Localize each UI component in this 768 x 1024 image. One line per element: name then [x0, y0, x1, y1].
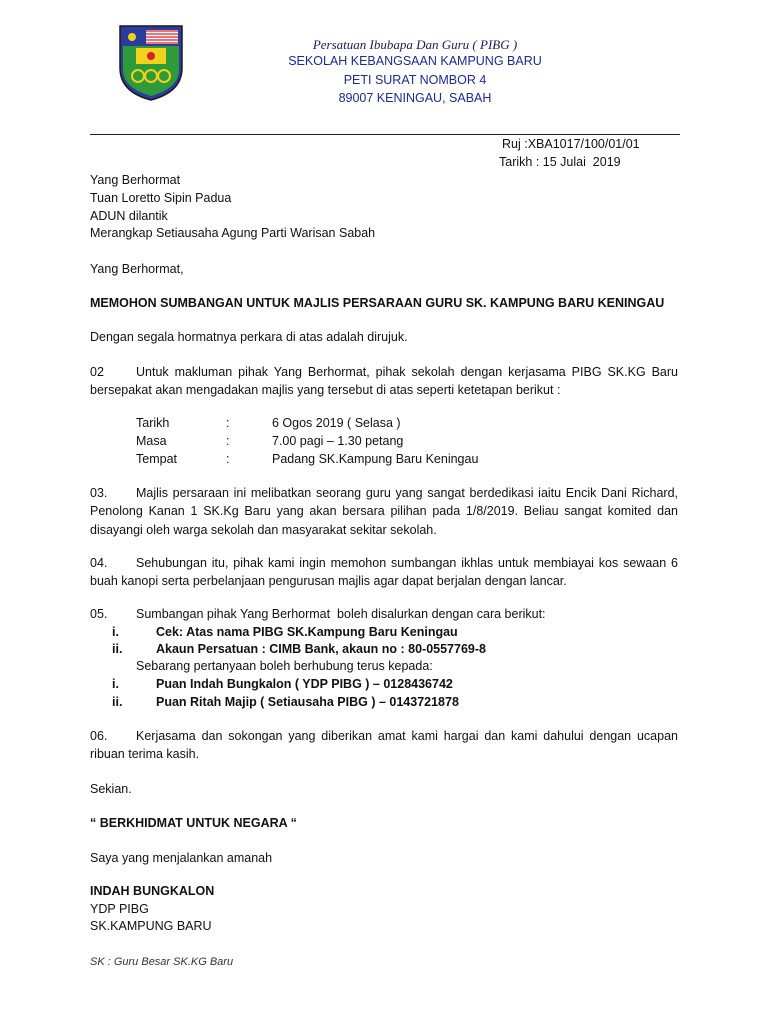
sign-intro: Saya yang menjalankan amanah	[90, 851, 273, 865]
letter-subject: MEMOHON SUMBANGAN UNTUK MAJLIS PERSARAAN GURU SK. KAMPUNG BARU KENINGAU	[90, 296, 665, 310]
contact-intro: Sebarang pertanyaan boleh berhubung terus kepada:	[136, 659, 433, 673]
recipient-line: Yang Berhormat	[90, 173, 181, 187]
paragraph-text: Sehubungan itu, pihak kami ingin memohon sumbangan ikhlas untuk membiayai kos sewaan 6 buah kanopi serta perbelanjaan pengurusan majlis agar dapat berjalan dengan lancar.	[90, 556, 678, 589]
school-address: 89007 KENINGAU, SABAH	[338, 91, 492, 105]
item-number: i.	[112, 625, 119, 639]
po-box: PETI SURAT NOMBOR 4	[343, 73, 487, 87]
detail-row	[136, 433, 636, 451]
detail-row	[136, 451, 636, 469]
item-text: Puan Ritah Majip ( Setiausaha PIBG ) – 0143721878	[156, 695, 459, 709]
reference-number: Ruj :XBA1017/100/01/01	[502, 137, 640, 151]
paragraph-number: 03.	[90, 486, 108, 500]
detail-separator: :	[226, 452, 230, 466]
item-number: ii.	[112, 695, 123, 709]
detail-value: 7.00 pagi – 1.30 petang	[272, 434, 404, 448]
detail-separator: :	[226, 416, 230, 430]
recipient-line: ADUN dilantik	[90, 209, 168, 223]
salutation: Yang Berhormat,	[90, 262, 184, 276]
item-text: Puan Indah Bungkalon ( YDP PIBG ) – 0128436742	[156, 677, 453, 691]
paragraph-number: 04.	[90, 556, 108, 570]
paragraph-02	[90, 363, 678, 400]
paragraph-text: Kerjasama dan sokongan yang diberikan amat kami hargai dan kami dahului dengan ucapan ribuan terima kasih.	[90, 729, 678, 762]
detail-separator: :	[226, 434, 230, 448]
item-text: Akaun Persatuan : CIMB Bank, akaun no : 80-0557769-8	[156, 642, 486, 656]
paragraph-05	[90, 606, 546, 623]
carbon-copy: SK : Guru Besar SK.KG Baru	[90, 956, 234, 968]
paragraph-number: 06.	[90, 729, 108, 743]
item-number: i.	[112, 677, 119, 691]
signatory-title: YDP PIBG	[90, 902, 149, 916]
header-divider	[90, 134, 680, 135]
detail-row	[136, 415, 636, 433]
paragraph-06	[90, 727, 678, 764]
detail-label: Tarikh	[136, 416, 170, 430]
paragraph-04	[90, 554, 678, 591]
contact-item	[112, 676, 453, 693]
paragraph-text: Sumbangan pihak Yang Berhormat boleh disalurkan dengan cara berikut:	[136, 607, 546, 621]
detail-value: Padang SK.Kampung Baru Keningau	[272, 452, 479, 466]
school-name: SEKOLAH KEBANGSAAN KAMPUNG BARU	[288, 54, 542, 68]
paragraph-number: 05.	[90, 607, 108, 621]
paragraph-03	[90, 484, 678, 539]
payment-item	[112, 624, 458, 641]
signatory-org: SK.KAMPUNG BARU	[90, 919, 212, 933]
detail-label: Tempat	[136, 452, 177, 466]
detail-value: 6 Ogos 2019 ( Selasa )	[272, 416, 401, 430]
association-name: Persatuan Ibubapa Dan Guru ( PIBG )	[312, 37, 518, 52]
paragraph-number: 02	[90, 365, 104, 379]
payment-item	[112, 641, 486, 658]
motto: “ BERKHIDMAT UNTUK NEGARA “	[90, 816, 297, 830]
letter-date: Tarikh : 15 Julai 2019	[499, 155, 621, 169]
paragraph-text: Untuk makluman pihak Yang Berhormat, pihak sekolah dengan kerjasama PIBG SK.KG Baru bersepakat akan mengadakan majlis yang tersebut di atas seperti ketetapan berikut :	[90, 365, 678, 398]
item-text: Cek: Atas nama PIBG SK.Kampung Baru Keningau	[156, 625, 458, 639]
recipient-line: Merangkap Setiausaha Agung Parti Warisan Sabah	[90, 226, 376, 240]
item-number: ii.	[112, 642, 123, 656]
school-logo	[118, 24, 184, 102]
recipient-line: Tuan Loretto Sipin Padua	[90, 191, 232, 205]
paragraph-text: Majlis persaraan ini melibatkan seorang guru yang sangat berdedikasi iaitu Encik Dani Richard, Penolong Kanan 1 SK.Kg Baru yang akan bersara pilihan pada 1/8/2019. Beliau sangat komited dan disayangi oleh warga sekolah dan masyarakat sekitar sekolah.	[90, 486, 678, 537]
closing: Sekian.	[90, 782, 132, 796]
signatory-name: INDAH BUNGKALON	[90, 884, 215, 898]
detail-label: Masa	[136, 434, 167, 448]
opening-line: Dengan segala hormatnya perkara di atas adalah dirujuk.	[90, 330, 408, 344]
contact-item	[112, 694, 459, 711]
